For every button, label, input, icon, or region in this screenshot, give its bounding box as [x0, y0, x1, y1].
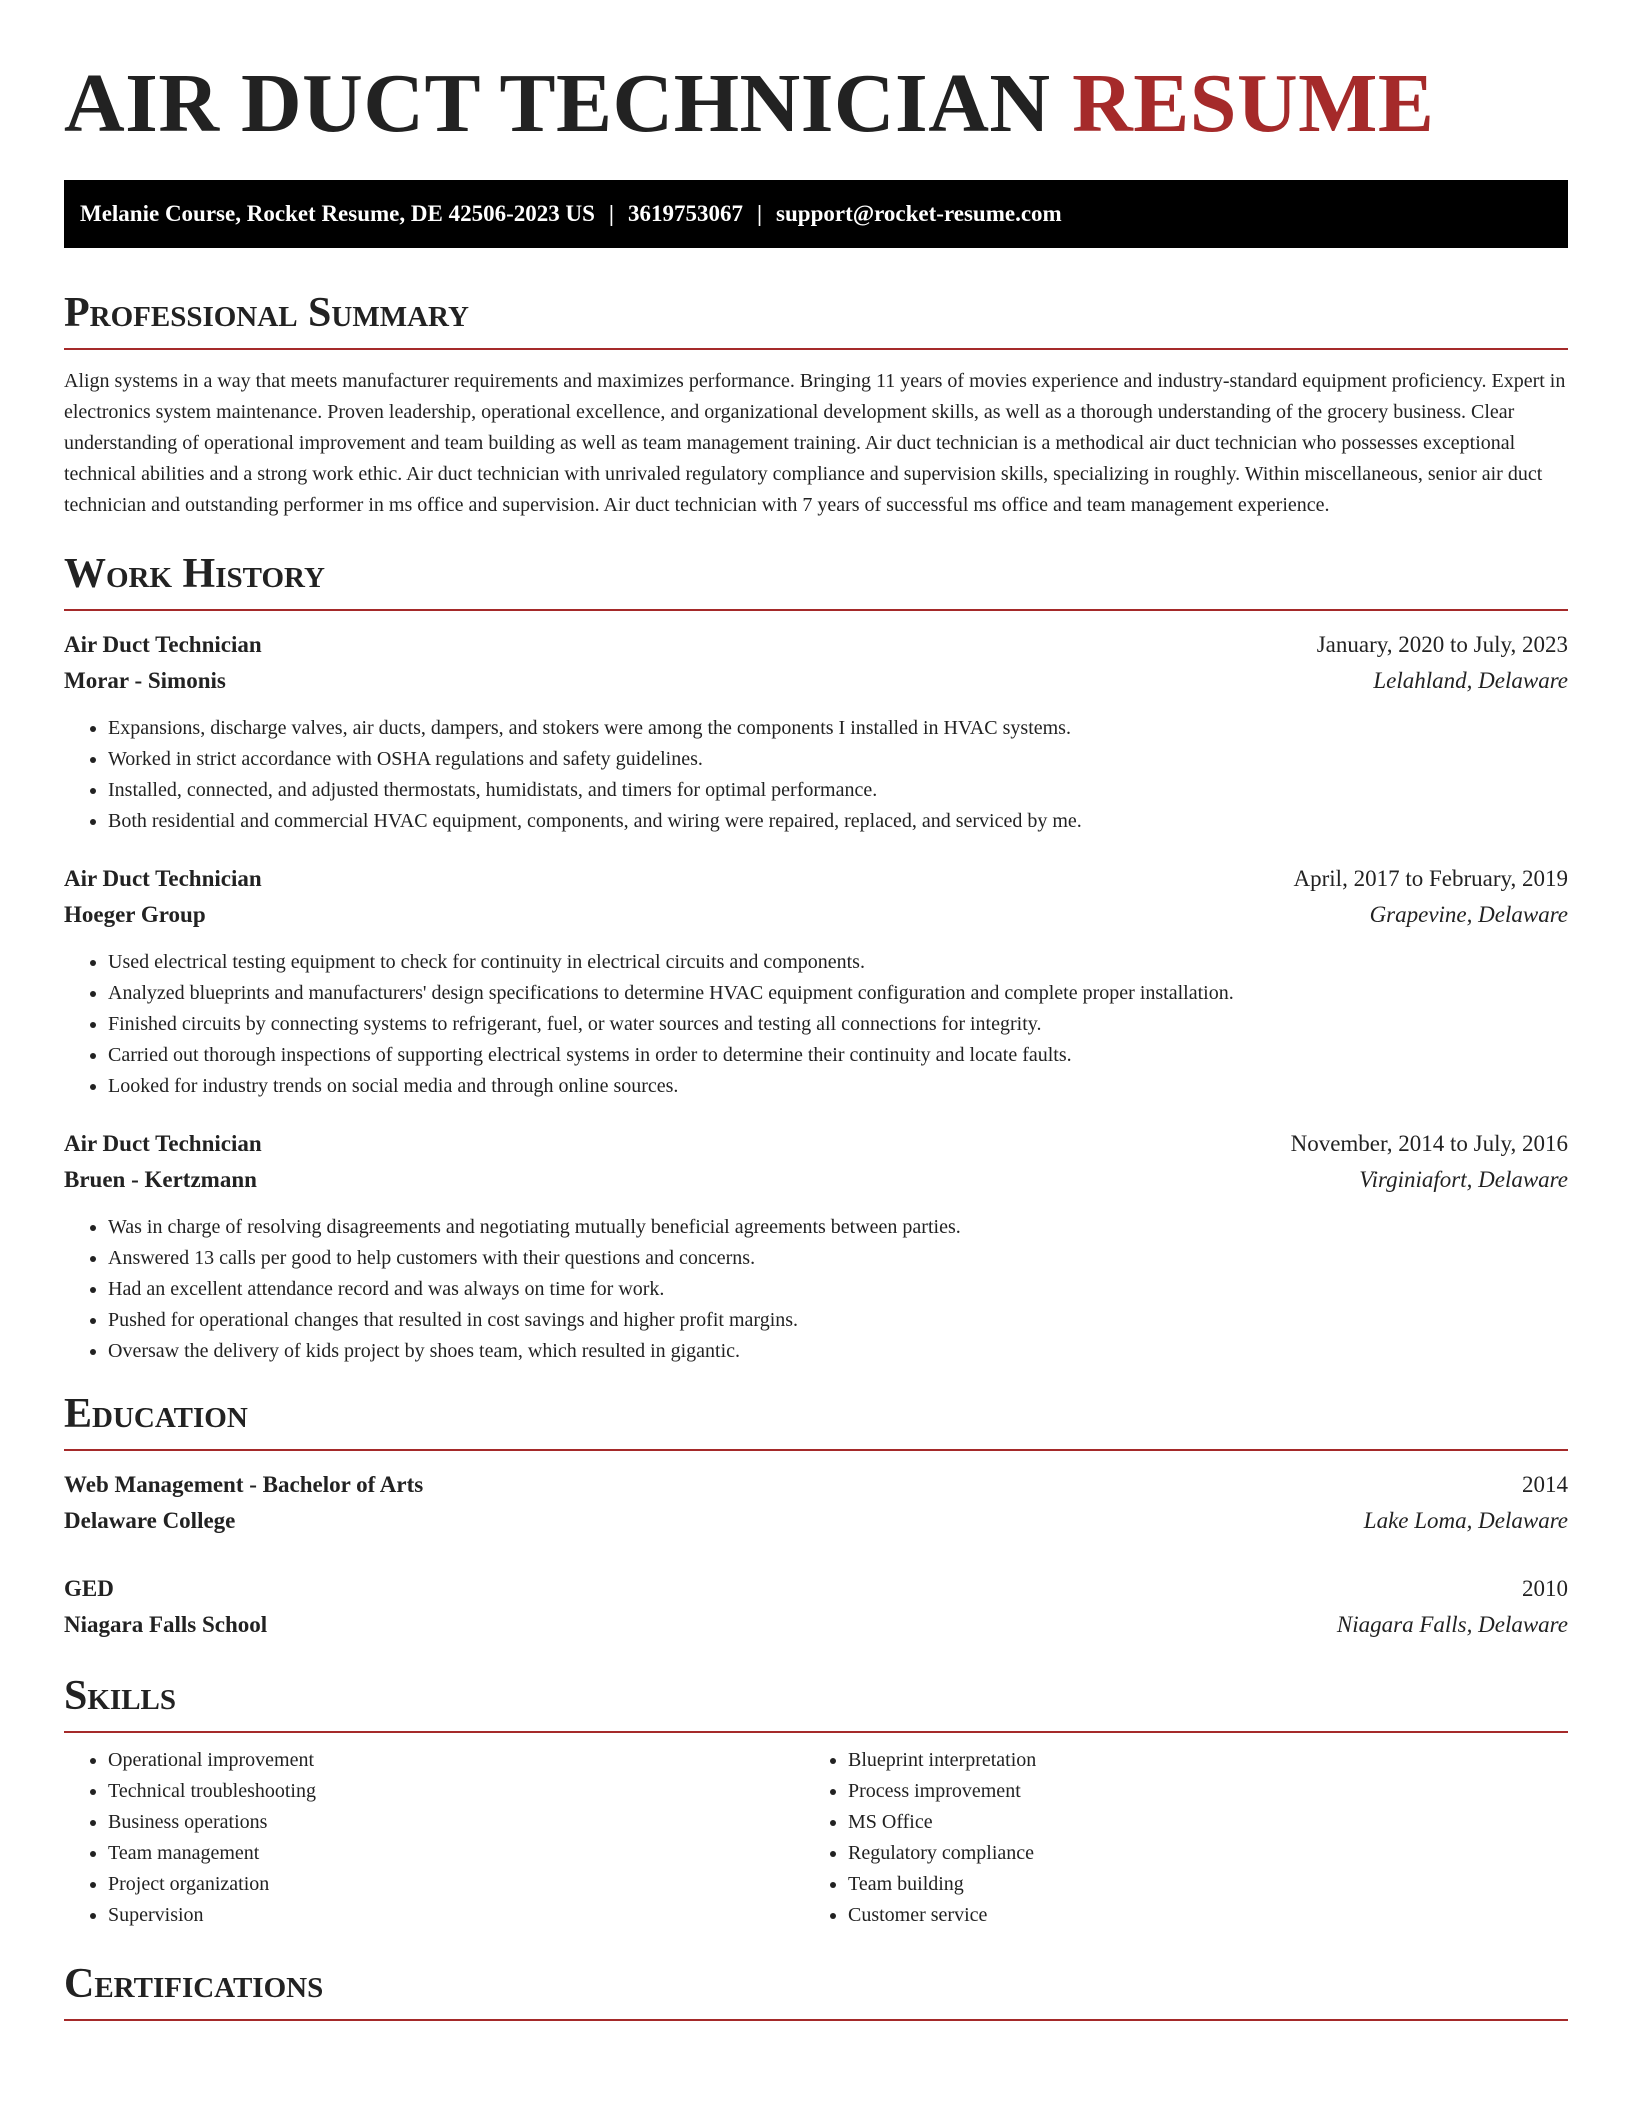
education-entry [64, 1467, 1568, 1539]
job-location: Grapevine, Delaware [1369, 902, 1568, 927]
job-bullet: • Worked in strict accordance with OSHA regulations and safety guidelines. [108, 744, 1568, 775]
education-location: Niagara Falls, Delaware [1336, 1612, 1568, 1637]
skill-item: • Process improvement [848, 1776, 1544, 1807]
education-year: 2010 [1522, 1576, 1568, 1601]
education-degree: GED [64, 1576, 114, 1601]
education-section [64, 1389, 1568, 1643]
job-title: Air Duct Technician [64, 866, 262, 891]
job-location: Lelahland, Delaware [1373, 668, 1568, 693]
job-entry [64, 627, 1568, 837]
education-year: 2014 [1522, 1472, 1568, 1497]
skills-list-right [804, 1745, 1544, 1931]
job-dates: January, 2020 to July, 2023 [1316, 632, 1568, 657]
contact-separator: | [608, 201, 614, 226]
education-school: Niagara Falls School [64, 1612, 268, 1637]
contact-bar [64, 180, 1568, 248]
education-location: Lake Loma, Delaware [1363, 1508, 1568, 1533]
job-bullet: • Pushed for operational changes that resulted in cost savings and higher profit margins. [108, 1305, 1568, 1336]
summary-section [64, 288, 1568, 521]
job-bullet: • Looked for industry trends on social media and through online sources. [108, 1071, 1568, 1102]
job-entry [64, 861, 1568, 1102]
contact-address: Melanie Course, Rocket Resume, DE 42506-2023 US [80, 201, 595, 226]
skills-list-left [64, 1745, 804, 1931]
job-title: Air Duct Technician [64, 632, 262, 657]
certifications-section [64, 1959, 1568, 2021]
skill-item: • Team building [848, 1869, 1544, 1900]
job-company: Hoeger Group [64, 902, 206, 927]
job-company: Bruen - Kertzmann [64, 1167, 257, 1192]
contact-separator: | [756, 201, 763, 226]
section-divider [64, 2019, 1568, 2021]
job-location: Virginiafort, Delaware [1359, 1167, 1568, 1192]
job-bullets [64, 713, 1568, 837]
section-heading-certifications: Certifications [64, 1961, 324, 2007]
job-company: Morar - Simonis [64, 668, 226, 693]
job-title: Air Duct Technician [64, 1131, 262, 1156]
skill-item: • Regulatory compliance [848, 1838, 1544, 1869]
job-bullets [64, 947, 1568, 1102]
skill-item: • Customer service [848, 1900, 1544, 1931]
work-history-section [64, 549, 1568, 1367]
job-bullet: • Finished circuits by connecting systems to refrigerant, fuel, or water sources and testing all connections for integrity. [108, 1009, 1568, 1040]
title-accent: RESUME [1072, 57, 1435, 150]
skill-item: • Business operations [108, 1807, 804, 1838]
skills-section [64, 1671, 1568, 1931]
section-divider [64, 1449, 1568, 1451]
job-bullet: • Oversaw the delivery of kids project by shoes team, which resulted in gigantic. [108, 1336, 1568, 1367]
title-main: AIR DUCT TECHNICIAN [64, 57, 1051, 150]
job-dates: April, 2017 to February, 2019 [1293, 866, 1568, 891]
skill-item: • Blueprint interpretation [848, 1745, 1544, 1776]
skill-item: • Team management [108, 1838, 804, 1869]
education-school: Delaware College [64, 1508, 236, 1533]
education-degree: Web Management - Bachelor of Arts [64, 1472, 424, 1497]
job-bullet: • Had an excellent attendance record and was always on time for work. [108, 1274, 1568, 1305]
section-heading-work-history: Work History [64, 551, 325, 597]
job-bullet: • Answered 13 calls per good to help customers with their questions and concerns. [108, 1243, 1568, 1274]
job-bullets [64, 1212, 1568, 1367]
contact-phone: 3619753067 [627, 201, 743, 226]
skill-item: • Operational improvement [108, 1745, 804, 1776]
section-heading-summary: Professional Summary [64, 290, 469, 336]
skill-item: • Technical troubleshooting [108, 1776, 804, 1807]
section-heading-skills: Skills [64, 1673, 177, 1719]
job-bullet: • Both residential and commercial HVAC equipment, components, and wiring were repaired, replaced, and serviced by me. [108, 806, 1568, 837]
job-bullet: • Analyzed blueprints and manufacturers' design specifications to determine HVAC equipment configuration and complete proper installation. [108, 978, 1568, 1009]
section-divider [64, 1731, 1568, 1733]
job-bullet: • Installed, connected, and adjusted thermostats, humidistats, and timers for optimal performance. [108, 775, 1568, 806]
summary-text: Align systems in a way that meets manufacturer requirements and maximizes performance. Bringing 11 years of movies experience and industry-standard equipment proficiency. Expert in electronics system maintenance. Proven leadership, operational excellence, and organizational development skills, as well as a thorough understanding of the grocery business. Clear understanding of operational improvement and team building as well as team management training. Air duct technician is a methodical air duct technician who possesses exceptional technical abilities and a strong work ethic. Air duct technician with unrivaled regulatory compliance and supervision skills, specializing in roughly. Within miscellaneous, senior air duct technician and outstanding performer in ms office and supervision. Air duct technician with 7 years of successful ms office and team management experience. [64, 370, 1566, 516]
resume-page [64, 0, 1568, 2021]
job-bullet: • Used electrical testing equipment to check for continuity in electrical circuits and components. [108, 947, 1568, 978]
section-heading-education: Education [64, 1391, 248, 1437]
job-bullet: • Carried out thorough inspections of supporting electrical systems in order to determine their continuity and locate faults. [108, 1040, 1568, 1071]
skill-item: • MS Office [848, 1807, 1544, 1838]
section-divider [64, 348, 1568, 350]
section-divider [64, 609, 1568, 611]
contact-email: support@rocket-resume.com [776, 201, 1062, 226]
skill-item: • Project organization [108, 1869, 804, 1900]
job-dates: November, 2014 to July, 2016 [1290, 1131, 1568, 1156]
job-entry [64, 1126, 1568, 1367]
skills-columns [64, 1745, 1568, 1931]
skill-item: • Supervision [108, 1900, 804, 1931]
job-bullet: • Expansions, discharge valves, air ducts, dampers, and stokers were among the components I installed in HVAC systems. [108, 713, 1568, 744]
job-bullet: • Was in charge of resolving disagreements and negotiating mutually beneficial agreements between parties. [108, 1212, 1568, 1243]
resume-title [64, 56, 1568, 152]
education-entry [64, 1571, 1568, 1643]
